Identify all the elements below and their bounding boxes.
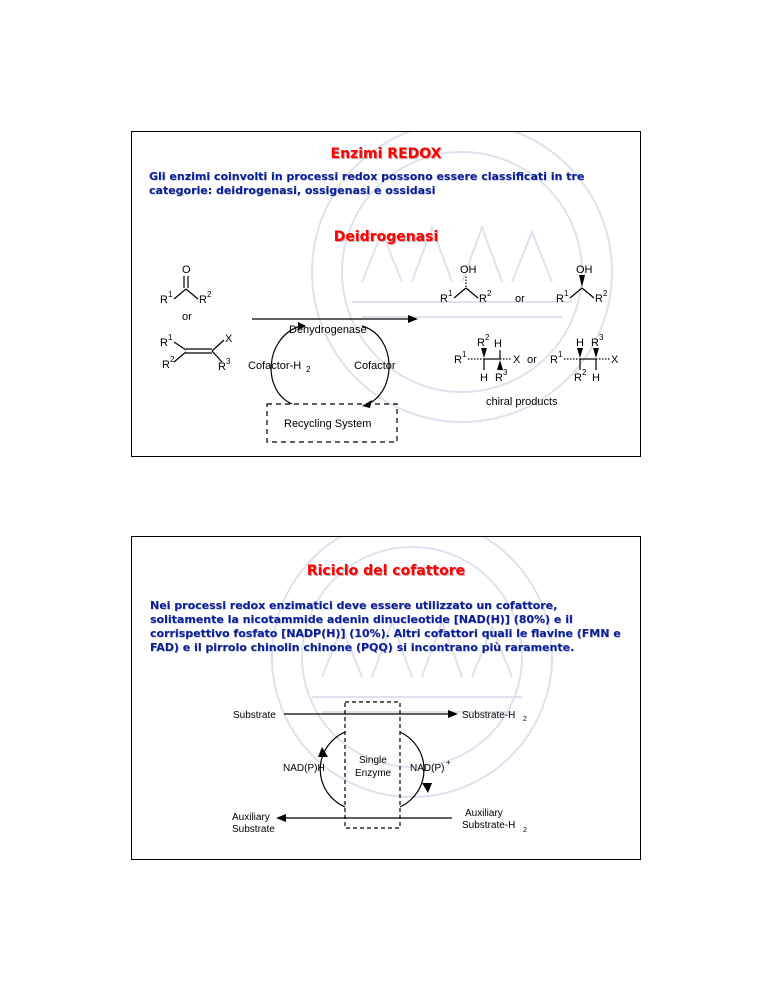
- alkene-r3-sub: 3: [226, 357, 231, 366]
- slide-riciclo-cofattore: [131, 536, 641, 860]
- ketone-r-right-sub: 2: [207, 290, 212, 299]
- nadp-plus: +: [446, 758, 451, 767]
- alcohol2-r-left: R: [556, 293, 564, 305]
- alkene-r3: R: [218, 361, 226, 373]
- ketone-r-left: R: [160, 294, 168, 306]
- dehydrogenase-scheme: [132, 256, 640, 456]
- alkane1-x: X: [513, 354, 521, 366]
- alcohol2-r-right-sub: 2: [603, 289, 608, 298]
- alkane1-r2: R: [477, 337, 485, 349]
- substrate-h2-label: Substrate-H: [462, 710, 516, 721]
- cycle-arrowhead-right: [422, 783, 432, 793]
- cofactor-reduced-label: Cofactor-H: [248, 360, 302, 372]
- substrate-h2-sub: 2: [523, 716, 527, 723]
- ketone-oxygen: O: [182, 264, 191, 276]
- nadph-label: NAD(P)H: [283, 763, 325, 774]
- cofactor-reduced-sub: 2: [306, 365, 311, 374]
- slide-title: Enzimi REDOX: [330, 146, 442, 162]
- ketone-bond-right: [186, 289, 198, 299]
- alkane1-h-bottom: H: [480, 372, 488, 384]
- auxiliary-label: Auxiliary: [232, 812, 270, 823]
- recycling-label: Recycling System: [284, 418, 372, 430]
- single-label: Single: [359, 755, 387, 766]
- alkene-bond-r1: [174, 342, 186, 350]
- alcohol2-wedge-oh: [579, 275, 585, 287]
- dehydrogenase-arrowhead: [408, 315, 418, 323]
- enzyme-label: Dehydrogenase: [289, 324, 367, 336]
- substrate-arrowhead: [448, 710, 458, 718]
- alcohol-bond-right: [466, 288, 478, 298]
- substrate-label: Substrate: [233, 710, 276, 721]
- alkane-wedge-r2: [481, 348, 487, 358]
- alcohol2-r-right: R: [595, 293, 603, 305]
- chiral-products-label: chiral products: [486, 396, 558, 408]
- alkane2-r1: R: [550, 354, 558, 366]
- ketone-r-left-sub: 1: [168, 290, 173, 299]
- alkene-bond-r2: [174, 352, 186, 362]
- alkane2-r2: R: [574, 372, 582, 384]
- ketone-r-right: R: [199, 294, 207, 306]
- or-products-top: or: [515, 293, 525, 305]
- cofactor-recycling-scheme: [132, 697, 640, 857]
- enzyme-label: Enzyme: [355, 768, 392, 779]
- alkane1-r3-sub: 3: [503, 368, 508, 377]
- alkane1-h-top: H: [494, 338, 502, 350]
- alkane2-x: X: [611, 354, 619, 366]
- alkene-x: X: [225, 333, 233, 345]
- alkane1-r3: R: [495, 372, 503, 384]
- alkane1-r2-sub: 2: [485, 333, 490, 342]
- alkene-r2: R: [162, 359, 170, 371]
- alkane2-r3: R: [591, 337, 599, 349]
- alkane2-h-bottom: H: [592, 372, 600, 384]
- alkane2-wedge-r3: [593, 348, 599, 358]
- cofactor-paragraph: Nei processi redox enzimatici deve essere utilizzato un cofattore, solitamente la nicotammide adenin dinucleotide [NAD(H)] (80%) e il corrispettivo fosfato [NADP(H)] (10%). Altri cofattori quali le flavine (FMN e FAD) e il pirrolo chinolin chinone (PQQ) si incontrano più raramente.: [150, 599, 621, 654]
- alkene-bond-x: [212, 340, 224, 351]
- ketone-bond-left: [174, 289, 186, 299]
- alkene-r2-sub: 2: [170, 355, 175, 364]
- alcohol1-r-left: R: [440, 293, 448, 305]
- or-left: or: [182, 311, 192, 323]
- alcohol1-r-right-sub: 2: [487, 289, 492, 298]
- alcohol-bond-left: [454, 288, 466, 298]
- alkane2-r3-sub: 3: [599, 333, 604, 342]
- or-products-bottom: or: [527, 354, 537, 366]
- alkane1-r1-sub: 1: [462, 350, 467, 359]
- auxiliary-substrate-label: Substrate: [232, 824, 275, 835]
- alcohol2-r-left-sub: 1: [564, 289, 569, 298]
- alkane2-r1-sub: 1: [558, 350, 563, 359]
- auxiliary-h2-sub: 2: [523, 827, 527, 834]
- cofactor-label: Cofactor: [354, 360, 396, 372]
- alkane2-h-top: H: [576, 337, 584, 349]
- alkane1-r1: R: [454, 354, 462, 366]
- nadp-label: NAD(P): [410, 763, 445, 774]
- alkene-r1-sub: 1: [168, 333, 173, 342]
- alcohol2-oh: OH: [576, 264, 593, 276]
- alcohol1-oh: OH: [460, 264, 477, 276]
- alcohol2-bond-left: [570, 288, 582, 298]
- slide-enzimi-redox: [131, 131, 641, 457]
- slide-title: Riciclo del cofattore: [306, 563, 466, 579]
- auxiliary-arrowhead: [276, 814, 286, 822]
- alcohol1-r-right: R: [479, 293, 487, 305]
- alkane2-wedge-h: [577, 348, 583, 358]
- alcohol1-r-left-sub: 1: [448, 289, 453, 298]
- auxiliary-h2-label: Auxiliary: [465, 808, 503, 819]
- alkane2-r2-sub: 2: [582, 368, 587, 377]
- cycle-arrowhead-bottom: [362, 400, 372, 408]
- alcohol2-bond-right: [582, 288, 594, 298]
- alkene-r1: R: [160, 337, 168, 349]
- section-subtitle: Deidrogenasi: [333, 229, 439, 245]
- auxiliary-substrate-h2-label: Substrate-H: [462, 820, 516, 831]
- intro-text: Gli enzimi coinvolti in processi redox possono essere classificati in tre categorie: deidrogenasi, ossigenasi e ossidasi: [149, 170, 585, 197]
